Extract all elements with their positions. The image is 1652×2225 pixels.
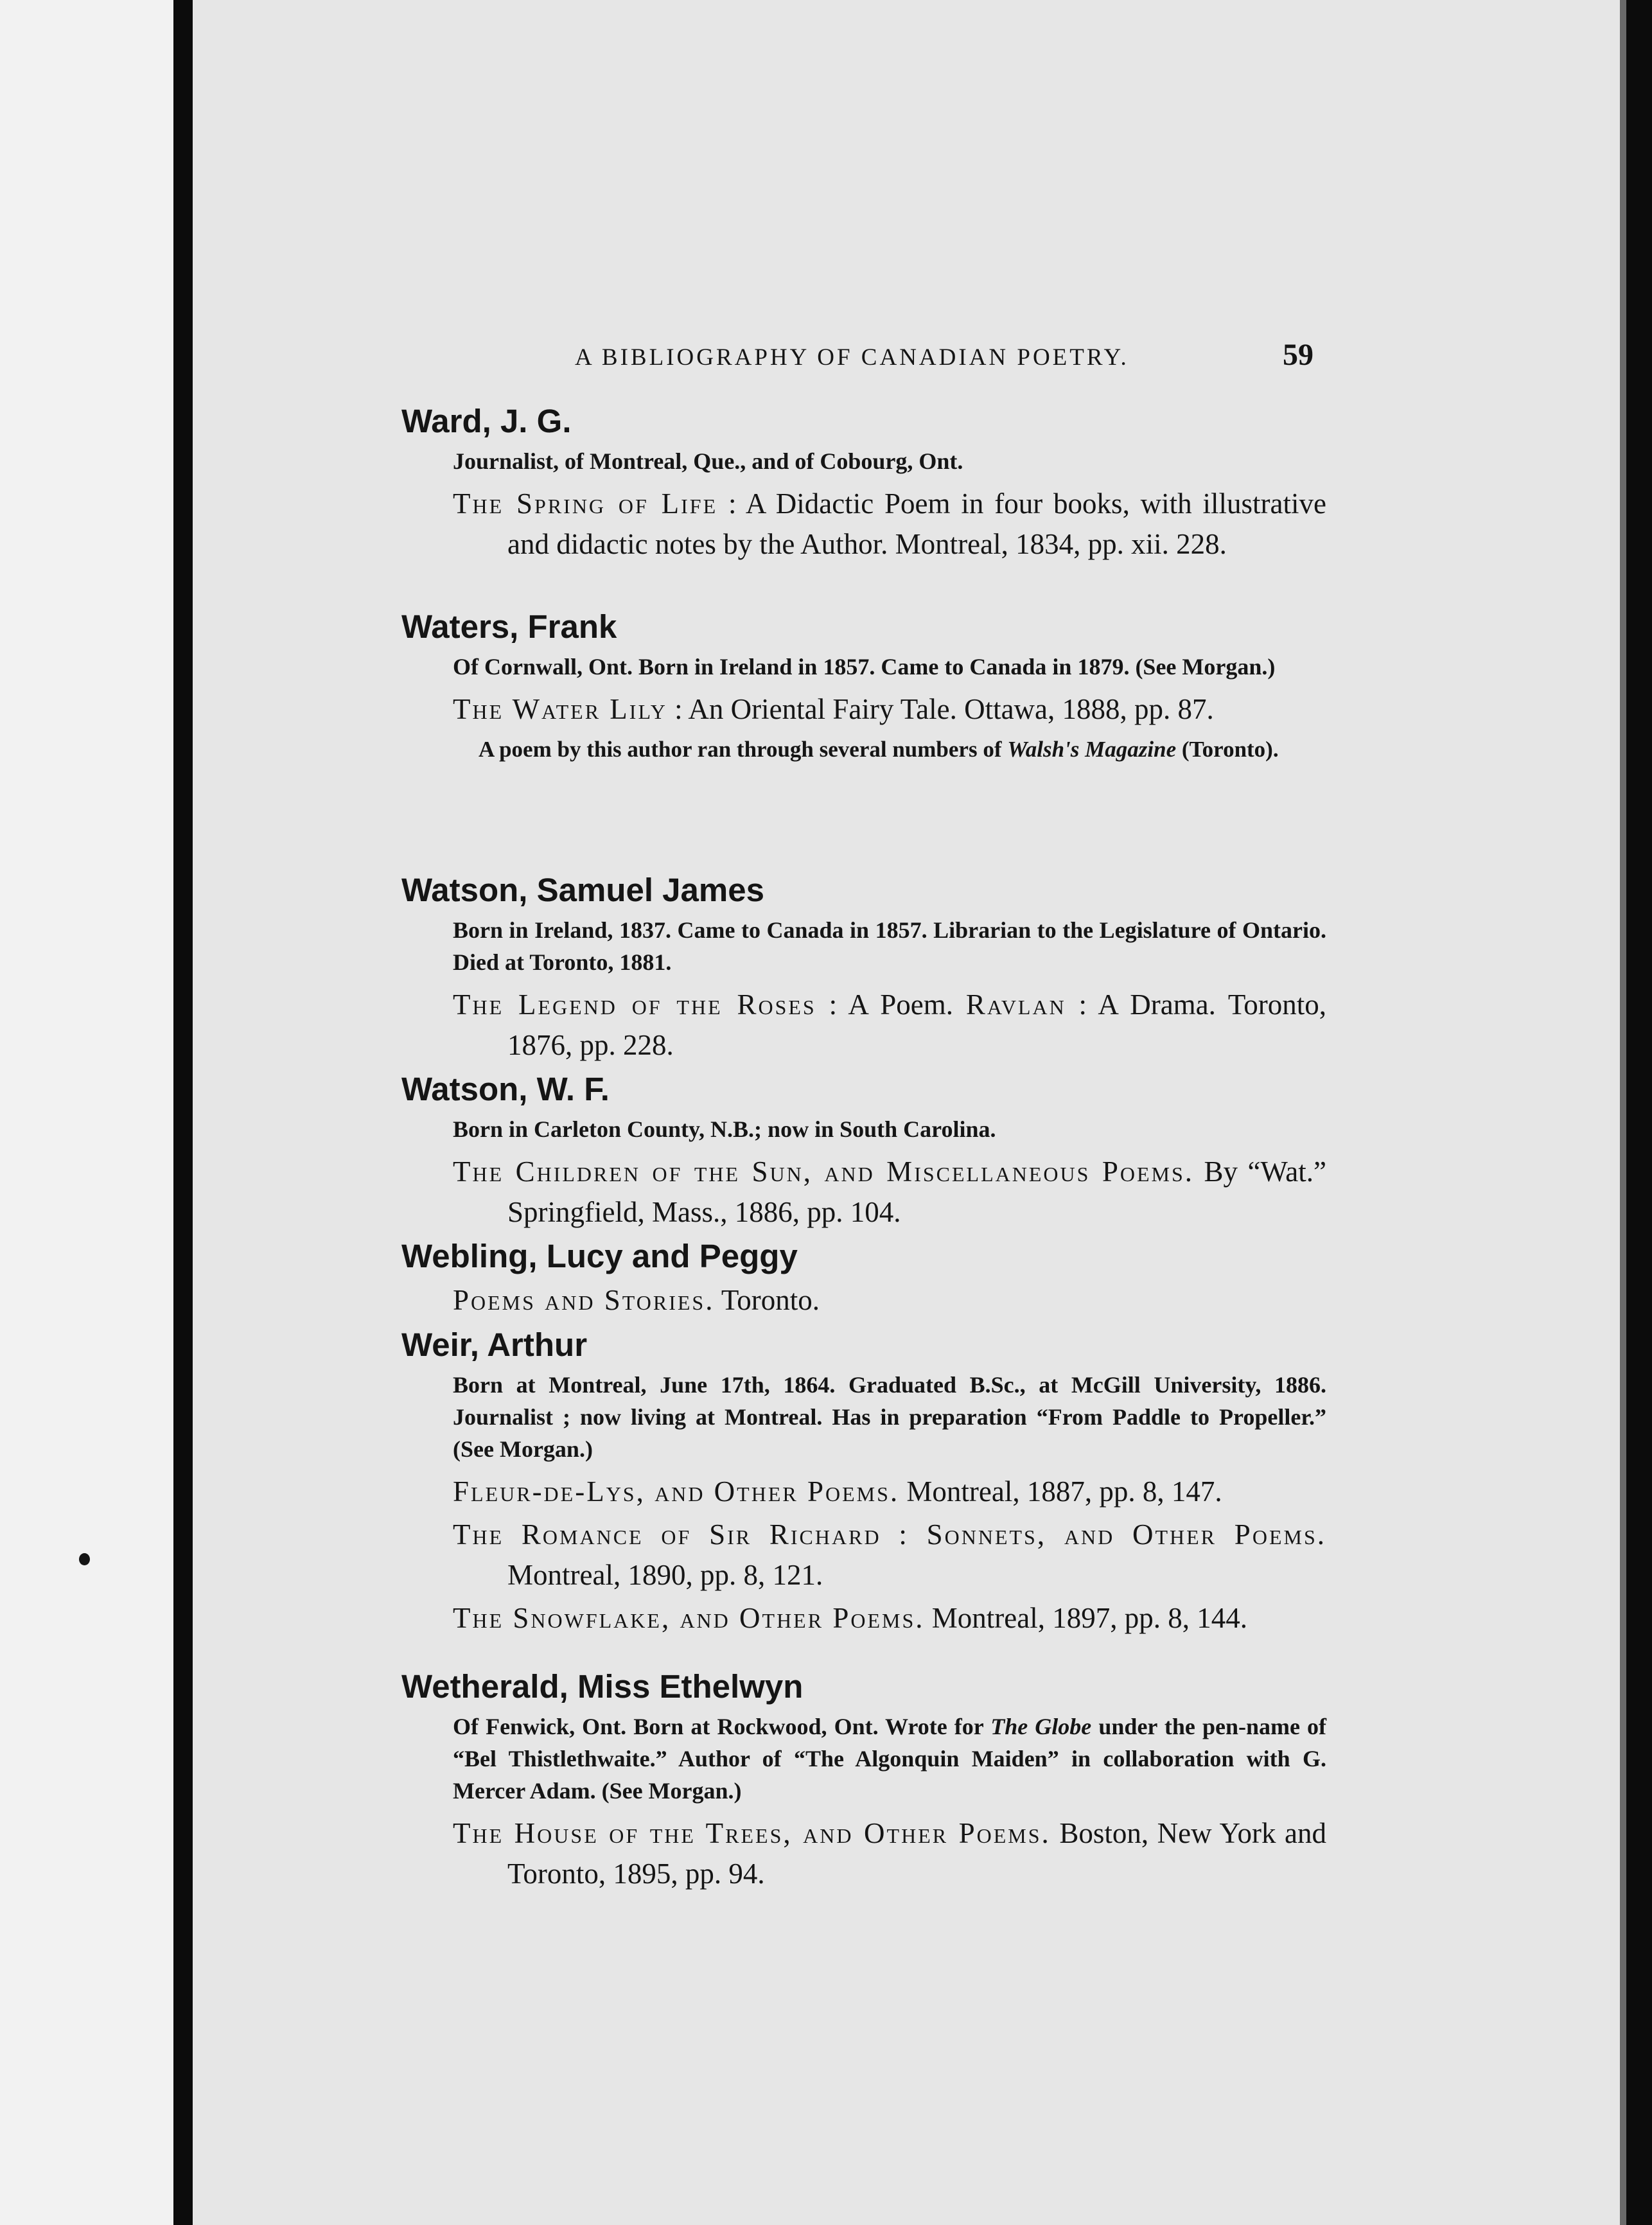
work-details-second: : A Drama. Toronto, 1876, pp. 228. [507,989,1326,1061]
entry-watson-samuel-james [401,870,1326,1068]
work-details: : An Oriental Fairy Tale. Ottawa, 1888, pp. 87. [674,693,1214,725]
page-edge-shadow [1620,0,1626,2225]
entry-ward [401,401,1326,567]
author-name: Watson, W. F. [401,1071,610,1107]
entry-watson-wf [401,1069,1326,1235]
work-item [453,985,1326,1066]
author-bio: Born at Montreal, June 17th, 1864. Graduated B.Sc., at McGill University, 1886. Journalist ; now living at Montreal. Has in preparation “From Paddle to Propeller.” (See Morgan.) [453,1372,1326,1462]
margin-dot [79,1553,90,1565]
work-title: The Snowflake, and Other Poems. [453,1602,925,1634]
work-details: Montreal, 1887, pp. 8, 147. [906,1475,1222,1508]
work-title: The Spring of Life [453,488,718,520]
work-title-second: Ravlan [965,989,1066,1021]
bio-text-end: under the pen-name of “Bel Thistlethwaite.” Author of “The Algonquin Maiden” in collaboration with G. Mercer Adam. (See Morgan.) [453,1714,1327,1804]
author-bio: Of Cornwall, Ont. Born in Ireland in 1857. Came to Canada in 1879. (See Morgan.) [453,654,1276,680]
work-item [453,1598,1326,1639]
work-title: The Romance of Sir Richard : Sonnets, and Other Poems. [453,1518,1326,1551]
work-details: Boston, New York and Toronto, 1895, pp. 94. [507,1817,1327,1890]
entry-waters [401,607,1326,766]
work-item [453,1280,1326,1321]
work-item [453,689,1326,730]
work-item [453,1152,1326,1233]
work-title: The Legend of the Roses [453,989,816,1021]
running-title: A BIBLIOGRAPHY OF CANADIAN POETRY. [575,344,1129,371]
right-border [1626,0,1652,2225]
left-margin [0,0,173,2225]
work-details: By “Wat.” Springfield, Mass., 1886, pp. 104. [507,1156,1327,1228]
author-name: Ward, J. G. [401,403,572,439]
author-bio: Born in Carleton County, N.B.; now in South Carolina. [453,1116,996,1142]
book-spine-shadow [173,0,193,2225]
bio-italic: The Globe [990,1714,1092,1739]
work-details: Montreal, 1897, pp. 8, 144. [931,1602,1247,1634]
work-title: The Water Lily [453,693,667,725]
work-details: Montreal, 1890, pp. 8, 121. [507,1559,823,1591]
page-number: 59 [1283,338,1314,372]
work-item [453,484,1326,565]
work-title: Poems and Stories. [453,1284,715,1316]
author-name: Webling, Lucy and Peggy [401,1238,798,1274]
author-bio: Born in Ireland, 1837. Came to Canada in 1857. Librarian to the Legislature of Ontario. Died at Toronto, 1881. [453,917,1326,975]
author-bio [453,1711,1326,1807]
entry-webling [401,1236,1326,1323]
work-item [453,1472,1326,1512]
author-name: Waters, Frank [401,608,617,645]
work-title: Fleur-de-Lys, and Other Poems. [453,1475,900,1508]
work-item [453,1515,1326,1596]
author-name: Weir, Arthur [401,1326,588,1363]
note-text-end: (Toronto). [1181,737,1279,762]
entry-weir [401,1325,1326,1641]
author-bio: Journalist, of Montreal, Que., and of Cobourg, Ont. [453,448,963,474]
note-text: A poem by this author ran through several numbers of [479,737,1002,762]
work-item [453,1813,1326,1894]
author-name: Watson, Samuel James [401,872,764,908]
work-title: The House of the Trees, and Other Poems. [453,1817,1051,1849]
work-details: : A Poem. [829,989,953,1021]
bio-text: Of Fenwick, Ont. Born at Rockwood, Ont. Wrote for [453,1714,984,1739]
work-title: The Children of the Sun, and Miscellaneous Poems. [453,1156,1195,1188]
entry-wetherald [401,1667,1326,1897]
author-note [453,734,1326,766]
work-details: Toronto. [721,1284,820,1316]
note-italic: Walsh's Magazine [1007,737,1177,762]
work-details: : A Didactic Poem in four books, with illustrative and didactic notes by the Author. Montreal, 1834, pp. xii. 228. [507,488,1326,560]
author-name: Wetherald, Miss Ethelwyn [401,1668,804,1705]
